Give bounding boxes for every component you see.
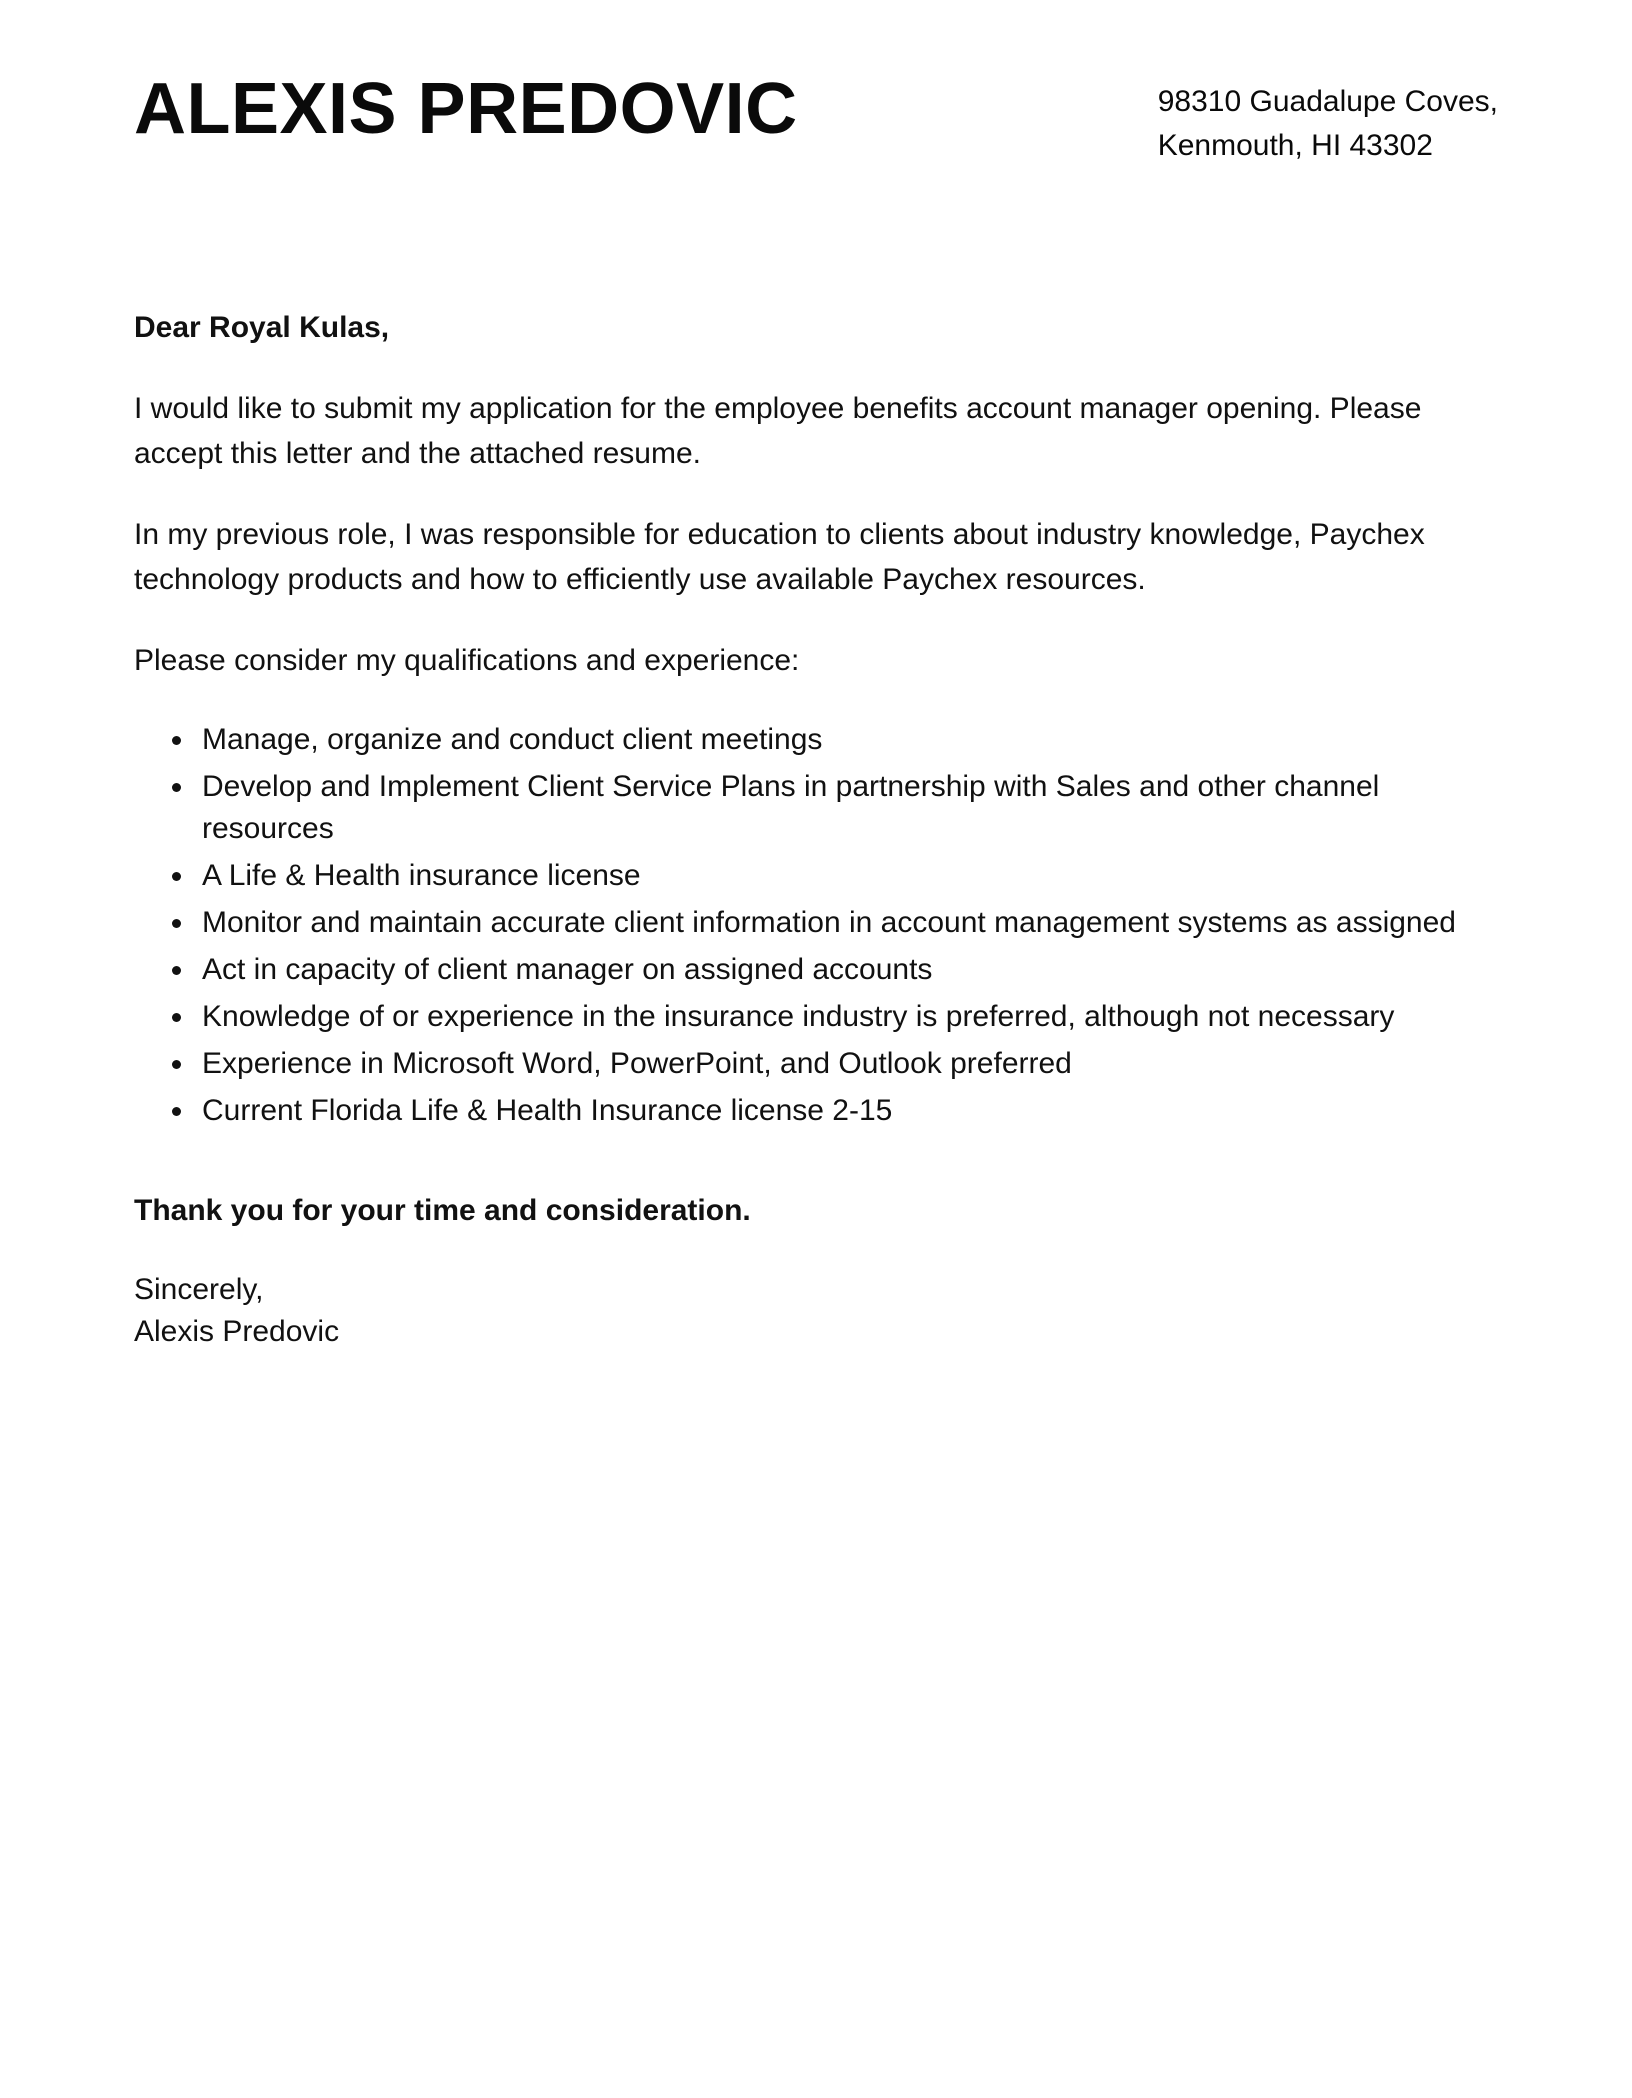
letter-body	[134, 305, 1498, 1353]
qualification-item: • Manage, organize and conduct client meetings	[196, 719, 1498, 761]
signoff: Sincerely,	[134, 1273, 264, 1306]
qualification-item: • Act in capacity of client manager on assigned accounts	[196, 949, 1498, 991]
signature-name: Alexis Predovic	[134, 1315, 340, 1348]
experience-paragraph: In my previous role, I was responsible for education to clients about industry knowledge, Paychex technology products and how to efficiently use available Paychex resources.	[134, 518, 1425, 596]
qualifications-intro: Please consider my qualifications and experience:	[134, 644, 800, 677]
qualification-item: • Experience in Microsoft Word, PowerPoint, and Outlook preferred	[196, 1043, 1498, 1085]
qualification-item: • Knowledge of or experience in the insurance industry is preferred, although not necessary	[196, 996, 1498, 1038]
signoff-block	[134, 1269, 1498, 1353]
sender-address	[1158, 70, 1498, 167]
qualification-item: • Develop and Implement Client Service Plans in partnership with Sales and other channel resources	[196, 766, 1498, 850]
intro-paragraph: I would like to submit my application for the employee benefits account manager opening. Please accept this letter and the attached resume.	[134, 392, 1422, 470]
salutation: Dear Royal Kulas,	[134, 311, 390, 344]
address-line-1: 98310 Guadalupe Coves,	[1157, 85, 1498, 118]
letter-header	[134, 70, 1498, 167]
closing-statement: Thank you for your time and consideration.	[134, 1194, 751, 1227]
qualification-item: • A Life & Health insurance license	[196, 855, 1498, 897]
address-line-2: Kenmouth, HI 43302	[1157, 128, 1433, 162]
qualification-item: • Monitor and maintain accurate client information in account management systems as assigned	[196, 902, 1498, 944]
qualification-item: • Current Florida Life & Health Insurance license 2-15	[196, 1090, 1498, 1132]
sender-name: ALEXIS PREDOVIC	[134, 69, 798, 149]
qualifications-list	[134, 719, 1498, 1132]
